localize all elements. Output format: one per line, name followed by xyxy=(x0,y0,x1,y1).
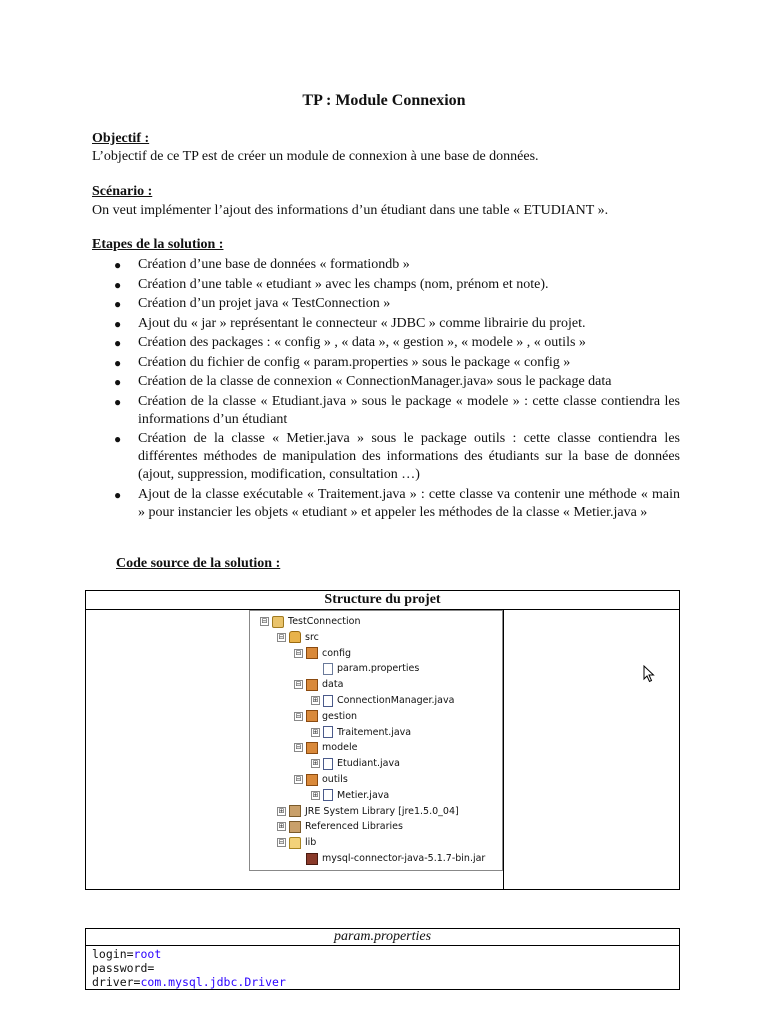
expand-icon[interactable]: ⊞ xyxy=(312,790,319,799)
property-key: password= xyxy=(92,961,155,975)
project-structure-table xyxy=(85,590,680,890)
library-icon xyxy=(289,805,301,817)
tree-node[interactable] xyxy=(294,678,343,692)
tree-node[interactable] xyxy=(294,852,485,866)
param-properties-header: param.properties xyxy=(86,929,679,946)
property-value: com.mysql.jdbc.Driver xyxy=(140,975,286,989)
property-key: login= xyxy=(92,947,134,961)
tree-node-label: data xyxy=(322,679,344,691)
tree-node-label: ConnectionManager.java xyxy=(337,695,455,706)
source-folder-icon xyxy=(289,631,301,643)
tree-node-label: Metier.java xyxy=(337,789,390,801)
project-tree xyxy=(249,610,503,871)
steps-heading: Etapes de la solution : xyxy=(92,237,224,252)
expand-icon[interactable]: ⊞ xyxy=(312,727,319,736)
tree-node-label: Etudiant.java xyxy=(337,758,400,770)
tree-node-label: config xyxy=(322,647,352,659)
bullet-icon: ● xyxy=(114,375,122,389)
tree-node-label: Traitement.java xyxy=(337,726,412,738)
java-file-icon xyxy=(323,758,333,770)
list-item: ● Création d’un projet java « TestConnection » xyxy=(114,296,391,311)
tree-node[interactable] xyxy=(277,820,403,834)
tree-node[interactable] xyxy=(311,789,389,803)
tree-node-label: src xyxy=(305,631,319,643)
list-item: ● Création de la classe de connexion « ConnectionManager.java» sous le package data xyxy=(114,374,612,389)
collapse-icon[interactable]: ⊟ xyxy=(261,617,268,625)
mouse-cursor-icon xyxy=(643,665,655,683)
tree-node[interactable] xyxy=(311,757,400,771)
bullet-icon: ● xyxy=(114,258,122,272)
collapse-icon[interactable]: ⊟ xyxy=(295,775,302,783)
tree-node[interactable] xyxy=(277,631,319,645)
project-structure-header: Structure du projet xyxy=(86,591,679,610)
objective-heading: Objectif : xyxy=(92,131,150,146)
param-properties-code xyxy=(86,946,679,990)
tree-node[interactable] xyxy=(294,710,357,724)
list-item: ● Création d’une base de données « formationdb » xyxy=(114,257,410,272)
package-icon xyxy=(306,742,318,754)
folder-icon xyxy=(289,837,301,849)
tree-node[interactable] xyxy=(277,805,459,819)
list-item: ● Ajout de la classe exécutable « Traitement.java » : cette classe va contenir une méthode « main » pour instancier les objets « etudiant » et appeler les méthodes de la classe « Metier.java » xyxy=(114,486,680,520)
tree-node[interactable] xyxy=(260,615,360,629)
list-item: ● Création du fichier de config « param.properties » sous le package « config » xyxy=(114,354,571,370)
scenario-heading: Scénario : xyxy=(92,184,153,199)
library-icon xyxy=(289,821,301,833)
bullet-icon: ● xyxy=(114,277,122,292)
package-icon xyxy=(306,647,318,659)
expand-icon[interactable]: ⊞ xyxy=(312,759,319,768)
param-properties-table xyxy=(85,928,680,990)
list-item: ● Création des packages : « config » , « data », « gestion », « modele » , « outils » xyxy=(114,335,586,350)
expand-icon[interactable]: ⊞ xyxy=(278,806,285,815)
tree-node[interactable] xyxy=(294,773,348,787)
page-title: TP : Module Connexion xyxy=(302,92,466,109)
package-icon xyxy=(306,774,318,786)
bullet-icon: ● xyxy=(114,394,122,409)
list-item: ● Ajout du « jar » représentant le connecteur « JDBC » comme librairie du projet. xyxy=(114,315,586,331)
tree-node-label: gestion xyxy=(322,710,358,722)
bullet-icon: ● xyxy=(114,297,122,311)
property-key: driver= xyxy=(92,975,141,989)
project-icon xyxy=(272,616,284,628)
list-item: ● Création de la classe « Metier.java » sous le package outils : cette classe contiendra les différentes méthodes de manipulation des informations des étudiants sur la base de données (ajout, suppression, modification, consultation …) xyxy=(114,431,680,482)
tree-node[interactable] xyxy=(311,662,419,676)
package-icon xyxy=(306,710,318,722)
collapse-icon[interactable]: ⊟ xyxy=(278,838,285,847)
bullet-icon: ● xyxy=(114,432,122,446)
list-item: ● Création de la classe « Etudiant.java » sous le package « modele » : cette classe contiendra les informations d’un étudiant xyxy=(114,393,680,427)
collapse-icon[interactable]: ⊟ xyxy=(295,680,302,689)
code-line xyxy=(92,975,673,989)
tree-node[interactable] xyxy=(311,726,411,740)
code-line xyxy=(92,961,673,975)
objective-text: L’objectif de ce TP est de créer un module de connexion à une base de données. xyxy=(92,149,539,164)
tree-node-label: Referenced Libraries xyxy=(305,821,403,833)
expand-icon[interactable]: ⊞ xyxy=(278,822,285,831)
tree-node-label: TestConnection xyxy=(288,616,361,627)
tree-node-label: modele xyxy=(322,742,358,754)
list-item: ● Création d’une table « etudiant » avec les champs (nom, prénom et note). xyxy=(114,276,549,292)
property-value: root xyxy=(133,947,162,961)
bullet-icon: ● xyxy=(114,336,122,350)
tree-node[interactable] xyxy=(311,694,454,708)
tree-node[interactable] xyxy=(294,741,357,755)
properties-file-icon xyxy=(323,663,333,675)
collapse-icon[interactable]: ⊟ xyxy=(278,632,285,641)
tree-node[interactable] xyxy=(294,647,351,661)
java-file-icon xyxy=(323,789,333,801)
tree-node-label: JRE System Library [jre1.5.0_04] xyxy=(305,805,459,817)
expand-icon[interactable]: ⊞ xyxy=(312,696,319,704)
code-line xyxy=(92,947,673,961)
java-file-icon xyxy=(323,726,333,738)
bullet-icon: ● xyxy=(114,487,122,502)
bullet-icon: ● xyxy=(114,316,122,331)
code-source-heading: Code source de la solution : xyxy=(116,556,281,571)
tree-node[interactable] xyxy=(277,836,316,850)
collapse-icon[interactable]: ⊟ xyxy=(295,648,302,657)
scenario-text: On veut implémenter l’ajout des informations d’un étudiant dans une table « ETUDIANT ». xyxy=(92,203,609,218)
collapse-icon[interactable]: ⊟ xyxy=(295,711,302,720)
java-file-icon xyxy=(323,695,333,707)
tree-node-label: param.properties xyxy=(337,663,420,675)
tree-node-label: mysql-connector-java-5.1.7-bin.jar xyxy=(322,853,486,864)
jar-file-icon xyxy=(306,853,318,865)
tree-node-label: lib xyxy=(305,837,317,849)
steps-list xyxy=(92,256,680,523)
package-icon xyxy=(306,679,318,691)
tree-node-label: outils xyxy=(322,774,348,785)
bullet-icon: ● xyxy=(114,355,122,370)
collapse-icon[interactable]: ⊟ xyxy=(295,743,302,752)
table-divider xyxy=(503,610,504,889)
